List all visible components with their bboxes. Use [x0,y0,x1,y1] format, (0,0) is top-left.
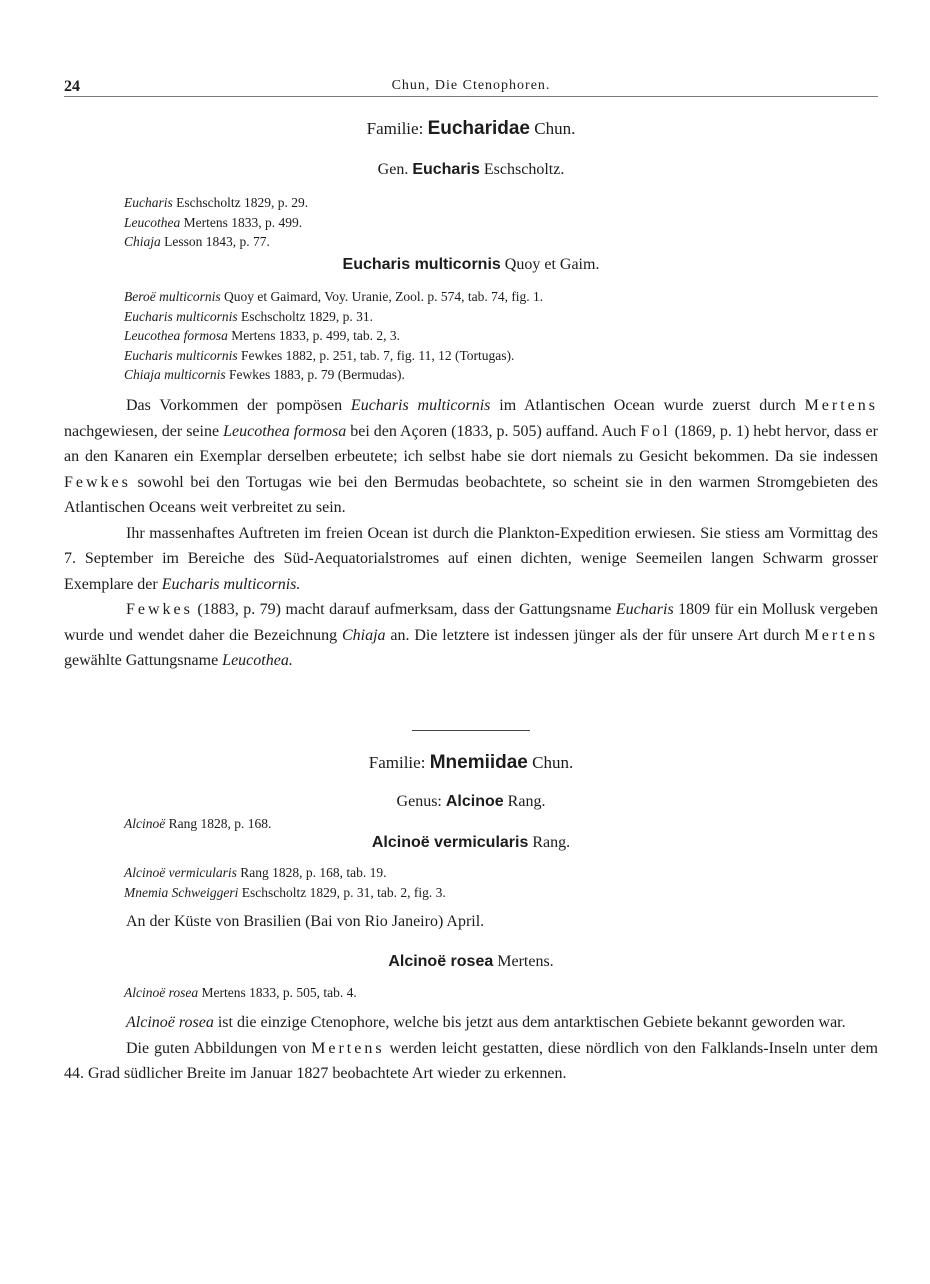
family-heading-eucharidae: Familie: Eucharidae Chun. [366,118,576,139]
species-name: Alcinoë rosea [388,953,494,970]
genus-synonymy-list [124,814,271,834]
section-divider [412,730,530,731]
species-synonymy-list [124,863,446,902]
species-heading-eucharis-multicornis: Eucharis multicornis Quoy et Gaim. [342,256,600,273]
synonym-entry: Alcinoë vermicularis Rang 1828, p. 168, tab. 19. [124,865,387,880]
running-title: Chun, Die Ctenophoren. [391,78,551,93]
species-name: Alcinoë vermicularis [371,834,529,851]
synonym-entry: Eucharis Eschscholtz 1829, p. 29. [124,195,309,210]
genus-name: Alcinoe [445,793,504,810]
family-name: Eucharidae [427,118,530,139]
synonym-entry: Alcinoë rosea Mertens 1833, p. 505, tab. 4. [124,985,357,1000]
paragraph: Fewkes (1883, p. 79) macht darauf aufmerksam, dass der Gattungsname Eucharis 1809 für ein Mollusk vergeben wurde und wendet daher die Bezeichnung Chiaja an. Die letztere ist indessen jünger als der für unsere Art durch Mertens gewählte Gattungsname Leucothea. [64,601,879,669]
page-header [64,76,878,97]
body-text-vermicularis [64,909,878,935]
species-heading-alcinoe-vermicularis: Alcinoë vermicularis Rang. [371,834,571,851]
body-text-rosea [64,1010,878,1087]
species-synonymy-list [124,287,543,385]
species-heading-alcinoe-rosea: Alcinoë rosea Mertens. [388,953,554,970]
genus-heading-eucharis: Gen. Eucharis Eschscholtz. [377,161,565,178]
synonym-entry: Eucharis multicornis Fewkes 1882, p. 251, tab. 7, fig. 11, 12 (Tortugas). [124,347,515,363]
body-text-eucharidae [64,393,878,674]
family-name: Mnemiidae [429,752,528,773]
synonym-entry: Chiaja Lesson 1843, p. 77. [124,234,270,249]
synonym-entry: Leucothea formosa Mertens 1833, p. 499, tab. 2, 3. [124,328,400,343]
genus-name: Eucharis [412,161,480,178]
species-synonymy-list [124,983,357,1003]
page-number: 24 [64,78,80,95]
species-name: Eucharis multicornis [342,256,501,273]
synonym-entry: Beroë multicornis Quoy et Gaimard, Voy. Uranie, Zool. p. 574, tab. 74, fig. 1. [124,289,544,304]
synonym-entry: Chiaja multicornis Fewkes 1883, p. 79 (Bermudas). [124,367,405,382]
paragraph: Die guten Abbildungen von Mertens werden leicht gestatten, diese nördlich von den Falklands-Inseln unter dem 44. Grad südlicher Breite im Januar 1827 beobachtete Art wieder zu erkennen. [64,1039,879,1082]
synonym-entry: Mnemia Schweiggeri Eschscholtz 1829, p. 31, tab. 2, fig. 3. [124,884,446,900]
genus-heading-alcinoe: Genus: Alcinoe Rang. [396,793,546,810]
genus-synonymy-list [124,193,308,252]
paragraph: Alcinoë rosea ist die einzige Ctenophore, welche bis jetzt aus dem antarktischen Gebiete bekannt geworden war. [126,1014,846,1031]
synonym-entry: Alcinoë Rang 1828, p. 168. [124,816,272,831]
paragraph: Das Vorkommen der pompösen Eucharis multicornis im Atlantischen Ocean wurde zuerst durch Mertens nachgewiesen, der seine Leucothea formosa bei den Açoren (1833, p. 505) auffand. Auch Fol (1869, p. 1) hebt hervor, dass er an den Kanaren ein Exemplar derselben erbeutete; ich selbst habe sie dort niemals zu Gesicht bekommen. Da sie indessen Fewkes sowohl bei den Tortugas wie bei den Bermudas beobachtete, so scheint sie in den warmen Stromgebieten des Atlantischen Oceans weit verbreitet zu sein. [64,397,878,516]
synonym-entry: Eucharis multicornis Eschscholtz 1829, p. 31. [124,308,373,324]
synonym-entry: Leucothea Mertens 1833, p. 499. [124,214,303,230]
family-heading-mnemiidae: Familie: Mnemiidae Chun. [368,752,574,773]
paragraph: Ihr massenhaftes Auftreten im freien Ocean ist durch die Plankton-Expedition erwiesen. Sie stiess am Vormittag des 7. September im Bereiche des Süd-Aequatorialstromes auf einen dichten, wenige Seemeilen langen Schwarm grosser Exemplare der Eucharis multicornis. [64,524,878,593]
paragraph: An der Küste von Brasilien (Bai von Rio Janeiro) April. [126,913,485,930]
